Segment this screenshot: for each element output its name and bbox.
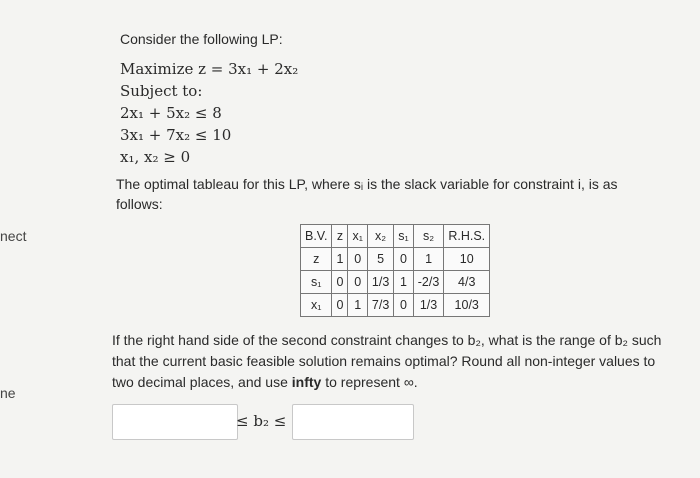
tableau-cell: -2/3 <box>413 271 444 294</box>
tableau-row <box>301 294 490 317</box>
tableau-cell: 1 <box>413 248 444 271</box>
side-fragment-top: nect <box>0 228 27 244</box>
prompt-text-end: to represent ∞. <box>325 374 418 390</box>
tableau-header-cell: s₂ <box>413 225 444 248</box>
tableau-cell: 0 <box>348 248 367 271</box>
tableau-cell: 5 <box>367 248 393 271</box>
tableau-cell: 7/3 <box>367 294 393 317</box>
question-intro: Consider the following LP: <box>120 31 283 47</box>
prompt-text: If the right hand side of the second constraint changes to b₂, what is the range of b₂ such that the current basic feasible solution remains optimal? Round all non-integer values to two decimal places, and use <box>112 332 662 390</box>
tableau-cell: 0 <box>394 248 413 271</box>
objective-line: Maximize z = 3x₁ + 2x₂ <box>120 60 299 78</box>
tableau-cell: 1 <box>332 248 348 271</box>
tableau-header-cell: R.H.S. <box>444 225 490 248</box>
tableau-cell: x₁ <box>301 294 332 317</box>
tableau-row <box>301 248 490 271</box>
constraint-2: 3x₁ + 7x₂ ≤ 10 <box>120 126 232 144</box>
constraint-1: 2x₁ + 5x₂ ≤ 8 <box>120 104 222 122</box>
tableau-cell: 1 <box>348 294 367 317</box>
tableau-cell: 1/3 <box>367 271 393 294</box>
tableau-cell: z <box>301 248 332 271</box>
tableau-header-row <box>301 225 490 248</box>
tableau-cell: s₁ <box>301 271 332 294</box>
tableau-header-cell: x₂ <box>367 225 393 248</box>
optimal-tableau <box>300 224 490 317</box>
tableau-cell: 0 <box>394 294 413 317</box>
tableau-header-cell: B.V. <box>301 225 332 248</box>
tableau-cell: 4/3 <box>444 271 490 294</box>
tableau-cell: 1/3 <box>413 294 444 317</box>
tableau-description: The optimal tableau for this LP, where sᵢ is the slack variable for constraint i, is as follows: <box>116 176 618 212</box>
tableau-cell: 1 <box>394 271 413 294</box>
nonnegativity: x₁, x₂ ≥ 0 <box>120 148 191 166</box>
range-inequality: ≤ b₂ ≤ <box>236 412 287 430</box>
subject-to-line: Subject to: <box>120 82 203 100</box>
tableau-header-cell: s₁ <box>394 225 413 248</box>
upper-bound-input[interactable] <box>292 404 414 440</box>
prompt-keyword: infty <box>291 374 322 390</box>
tableau-header-cell: z <box>332 225 348 248</box>
side-fragment-bottom: ne <box>0 385 16 401</box>
tableau-cell: 10/3 <box>444 294 490 317</box>
tableau-cell: 10 <box>444 248 490 271</box>
tableau-row <box>301 271 490 294</box>
question-prompt <box>112 330 667 393</box>
lp-formulation <box>120 58 298 168</box>
tableau-cell: 0 <box>348 271 367 294</box>
tableau-cell: 0 <box>332 271 348 294</box>
tableau-cell: 0 <box>332 294 348 317</box>
lower-bound-input[interactable] <box>112 404 238 440</box>
tableau-header-cell: x₁ <box>348 225 367 248</box>
